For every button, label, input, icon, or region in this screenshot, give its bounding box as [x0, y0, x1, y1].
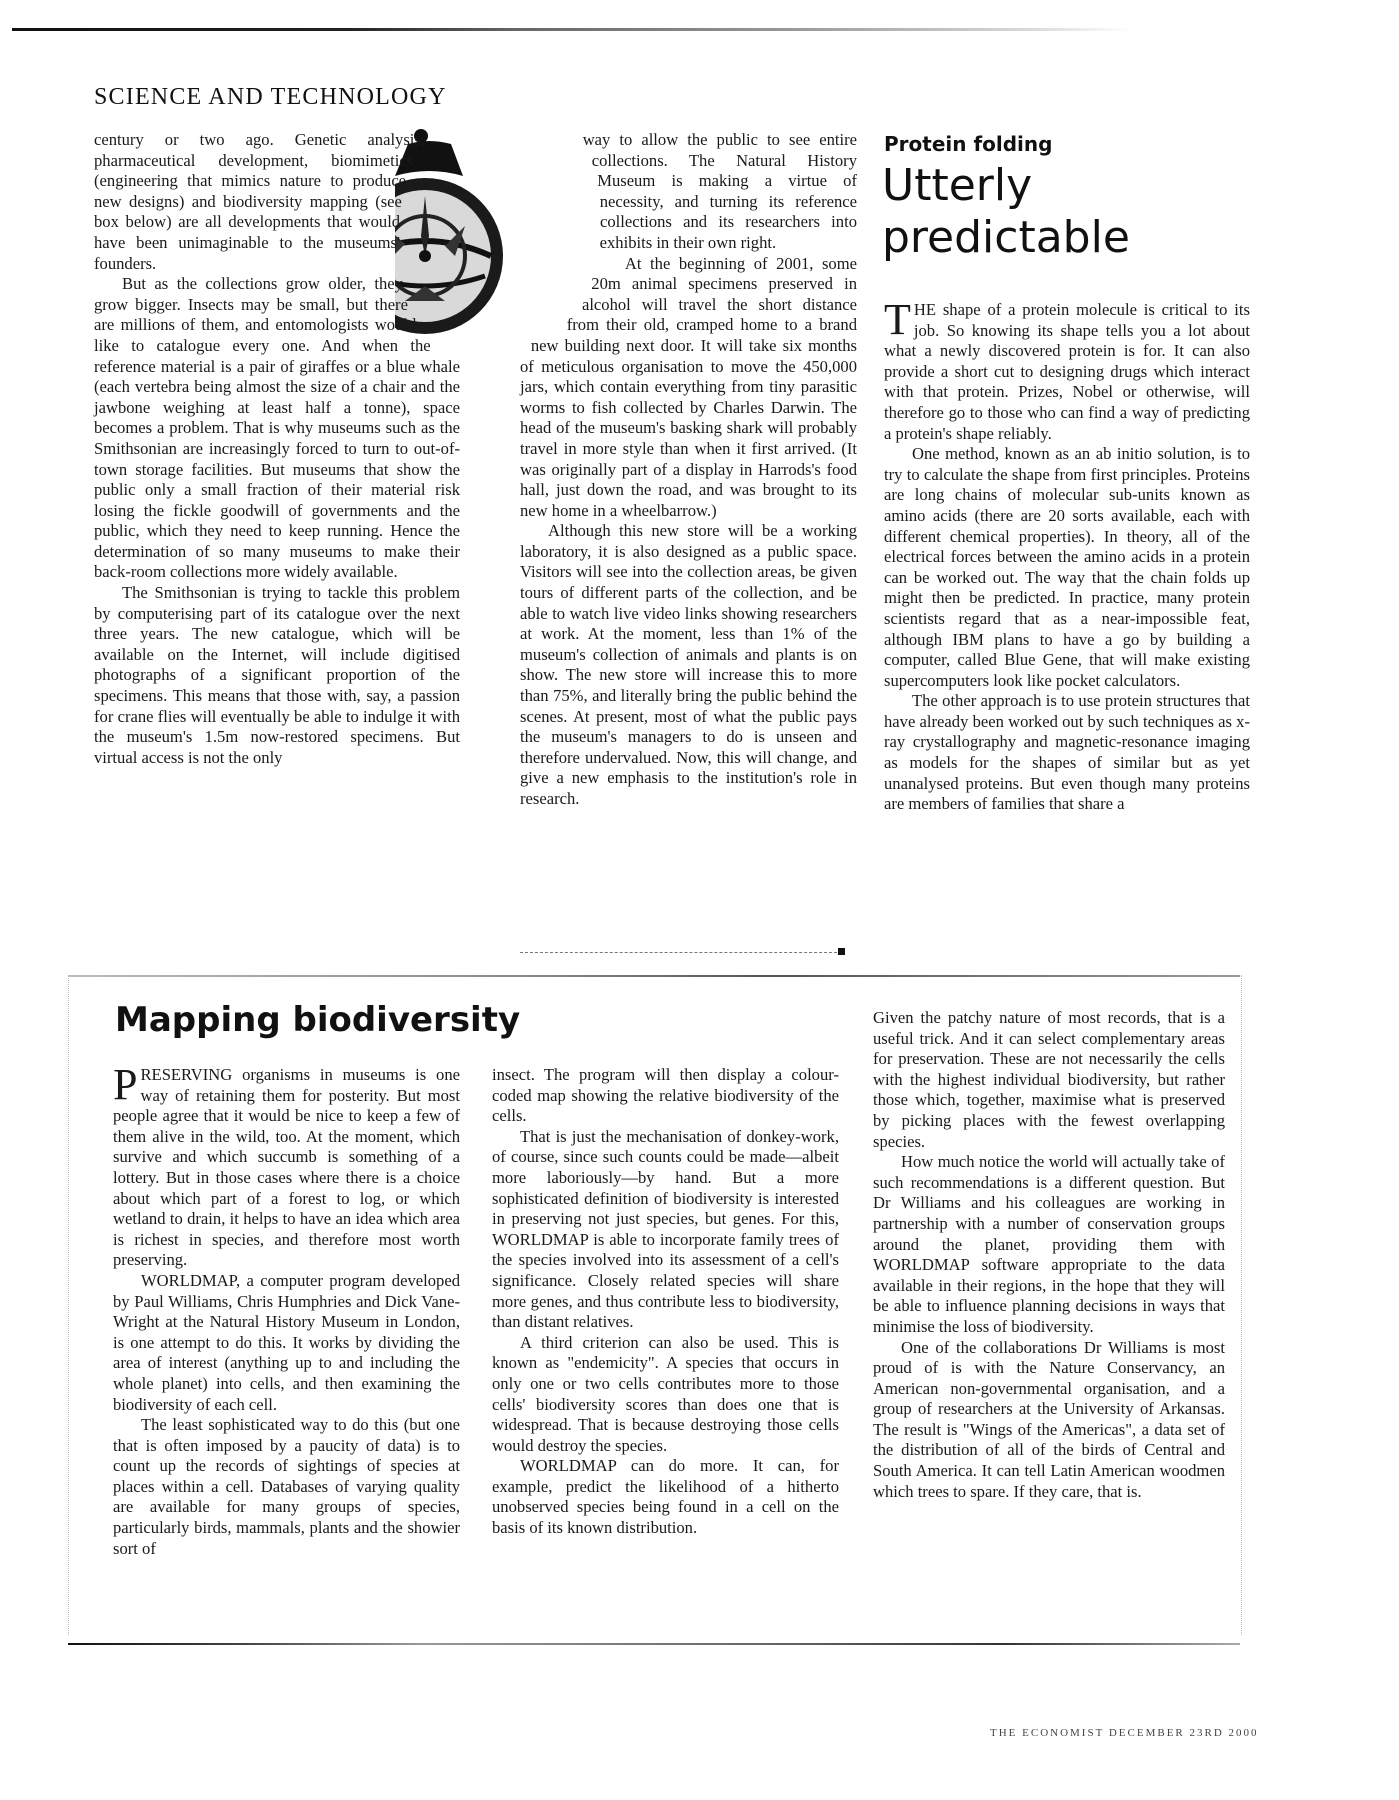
paragraph: insect. The program will then display a colour-coded map showing the relative biodiversity of the cells.	[492, 1065, 839, 1126]
paragraph: Although this new store will be a working laboratory, it is also designed as a public space. Visitors will see into the collection areas, be given tours of different parts of the collection, and be able to watch live video links showing researchers at work. At the moment, less than 1% of the museum's collection of animals and plants is on show. The new store will increase this to more than 75%, and literally bring the public behind the scenes. At present, most of what the public pays the museum's managers to do is unseen and therefore undervalued. Now, this will change, and give a new emphasis to the institution's role in research.	[520, 521, 857, 808]
paragraph: WORLDMAP, a computer program developed by Paul Williams, Chris Humphries and Dick Vane-Wright at the Natural History Museum in London, is one attempt to do this. It works by dividing the area of interest (anything up to and including the whole planet) into cells, and then examining the biodiversity of each cell.	[113, 1270, 460, 1414]
protein-headline: Utterly predictable	[882, 160, 1130, 263]
paragraph: The other approach is to use protein structures that have already been worked out by such techniques as x-ray crystallography and magnetic-resonance imaging as models for the shapes of similar but as yet unanalysed proteins. But even though many proteins are members of families that share a	[884, 691, 1250, 814]
paragraph: WORLDMAP can do more. It can, for example, predict the likelihood of a hitherto unobserved species being found in a cell on the basis of its known distribution.	[492, 1456, 839, 1538]
page-footer: THE ECONOMIST DECEMBER 23RD 2000	[990, 1727, 1259, 1739]
protein-kicker: Protein folding	[884, 132, 1053, 156]
box-column-3	[873, 1008, 1225, 1502]
paragraph: How much notice the world will actually take of such recommendations is a different question. But Dr Williams and his colleagues are working in partnership with a number of conservation groups around the planet, providing them with WORLDMAP software appropriate to the data available in their regions, in the hope that they will be able to influence planning decisions in ways that minimise the loss of biodiversity.	[873, 1152, 1225, 1336]
dropcap: P	[113, 1060, 138, 1109]
paragraph: That is just the mechanisation of donkey-work, of course, since such counts could be made—albeit more laboriously—by hand. But a more sophisticated definition of biodiversity is interested in preserving not just species, but genes. For this, WORLDMAP is able to incorporate family trees of the species involved into its assessment of a cell's significance. Closely related species will share more genes, and thus contribute less to biodiversity, than distant relatives.	[492, 1126, 839, 1332]
paragraph: One method, known as an ab initio solution, is to try to calculate the shape from first principles. Proteins are long chains of molecular sub-units known as amino acids (there are 20 sorts available, each with different chemical properties). In theory, all of the electrical forces between the amino acids in a protein can be worked out. The way that the chain folds up might then be predicted. In practice, many protein scientists regard that as a near-impossible feat, although IBM plans to have a go by building a computer, called Blue Gene, that will make existing supercomputers look like pocket calculators.	[884, 444, 1250, 690]
paragraph-text: RESERVING organisms in museums is one way of retaining them for posterity. But most people agree that it would be nice to keep a few of them alive in the wild, too. At the moment, which survive and which succumb is something of a lottery. But in those cases where there is a choice about which part of a forest to log, or which wetland to drain, it helps to have an idea which area is richest in species, and therefore most worth preserving.	[113, 1065, 460, 1270]
top-rule	[12, 28, 1132, 31]
paragraph: The least sophisticated way to do this (but one that is often imposed by a paucity of data) is to count up the records of sightings of species at places within a cell. Databases of varying quality are available for many groups of species, particularly birds, mammals, plants and the showier sort of	[113, 1415, 460, 1558]
paragraph: The Smithsonian is trying to tackle this problem by computerising part of its catalogue over the next three years. The new catalogue, which will be available on the Internet, will include digitised photographs of a significant proportion of the specimens. This means that those with, say, a passion for crane flies will eventually be able to indulge it with the museum's 1.5m now-restored specimens. But virtual access is not the only	[94, 583, 460, 767]
box-bottom-rule	[68, 1643, 1240, 1645]
section-header: SCIENCE AND TECHNOLOGY	[94, 84, 447, 110]
box-column-2	[492, 1065, 839, 1539]
article-end-rule	[520, 952, 842, 954]
paragraph: At the beginning of 2001, some 20m animal specimens preserved in alcohol will travel the short distance from their old, cramped home to a brand new building next door. It will take six months of meticulous organisation to move the 450,000 jars, which contain everything from tiny parasitic worms to fish collected by Charles Darwin. The head of the museum's basking shark will probably travel in more style than when it first arrived. (It was originally part of a display in Harrods's food hall, just down the road, and was brought to its new home in a wheelbarrow.)	[520, 253, 857, 520]
box-column-1	[113, 1060, 460, 1559]
museums-article-column-1	[94, 130, 460, 768]
paragraph: But as the collections grow older, they grow bigger. Insects may be small, but there are millions of them, and entomologists would like to catalogue every one. And when the reference material is a pair of giraffes or a blue whale (each vertebra being almost the size of a chair and the jawbone weighing at least half a tonne), space becomes a problem. That is why museums such as the Smithsonian are increasingly forced to turn to out-of-town storage facilities. But museums that show the public only a small fraction of their material risk losing the fickle goodwill of governments and the public, which they need to keep running. Hence the determination of so many museums to make their back-room collections more widely available.	[94, 274, 460, 582]
protein-article-body	[884, 295, 1250, 815]
paragraph: A third criterion can also be used. This is known as "endemicity". A species that occurs in only one or two cells contributes more to those cells' biodiversity scores than does one that is widespread. That is because destroying those cells would destroy the species.	[492, 1332, 839, 1455]
paragraph: century or two ago. Genetic analysis, pharmaceutical development, biomimetics (engineering that mimics nature to produce new designs) and biodiversity mapping (see box below) are all developments that would have been unimaginable to the museums' founders.	[94, 130, 426, 273]
dropcap: T	[884, 295, 911, 344]
paragraph	[884, 295, 1250, 444]
paragraph: One of the collaborations Dr Williams is most proud of is with the Nature Conservancy, an American non-governmental organisation, and a group of researchers at the University of Arkansas. The result is "Wings of the Americas", a data set of the distribution of all of the birds of Central and South America. It can tell Latin American woodmen which trees to spare. If they care, that is.	[873, 1337, 1225, 1501]
paragraph: Given the patchy nature of most records, that is a useful trick. And it can select complementary areas for preservation. These are not necessarily the cells with the highest individual biodiversity, but rather those which, together, maximise what is preserved by picking places with the fewest overlapping species.	[873, 1008, 1225, 1151]
paragraph	[113, 1060, 460, 1271]
museums-article-column-2	[520, 130, 857, 810]
box-top-rule	[68, 975, 1240, 977]
paragraph-text: HE shape of a protein molecule is critical to its job. So knowing its shape tells you a lot about what a newly discovered protein is for. It can also provide a short cut to designing drugs which interact with that protein. Prizes, Nobel or otherwise, will therefore go to those who can find a way of predicting a protein's shape reliably.	[884, 300, 1250, 443]
paragraph: way to allow the public to see entire collections. The Natural History Museum is making a virtue of necessity, and turning its reference collections and its researchers into exhibits in their own right.	[582, 130, 857, 252]
box-title: Mapping biodiversity	[115, 1000, 521, 1040]
article-end-mark-icon	[838, 948, 845, 955]
